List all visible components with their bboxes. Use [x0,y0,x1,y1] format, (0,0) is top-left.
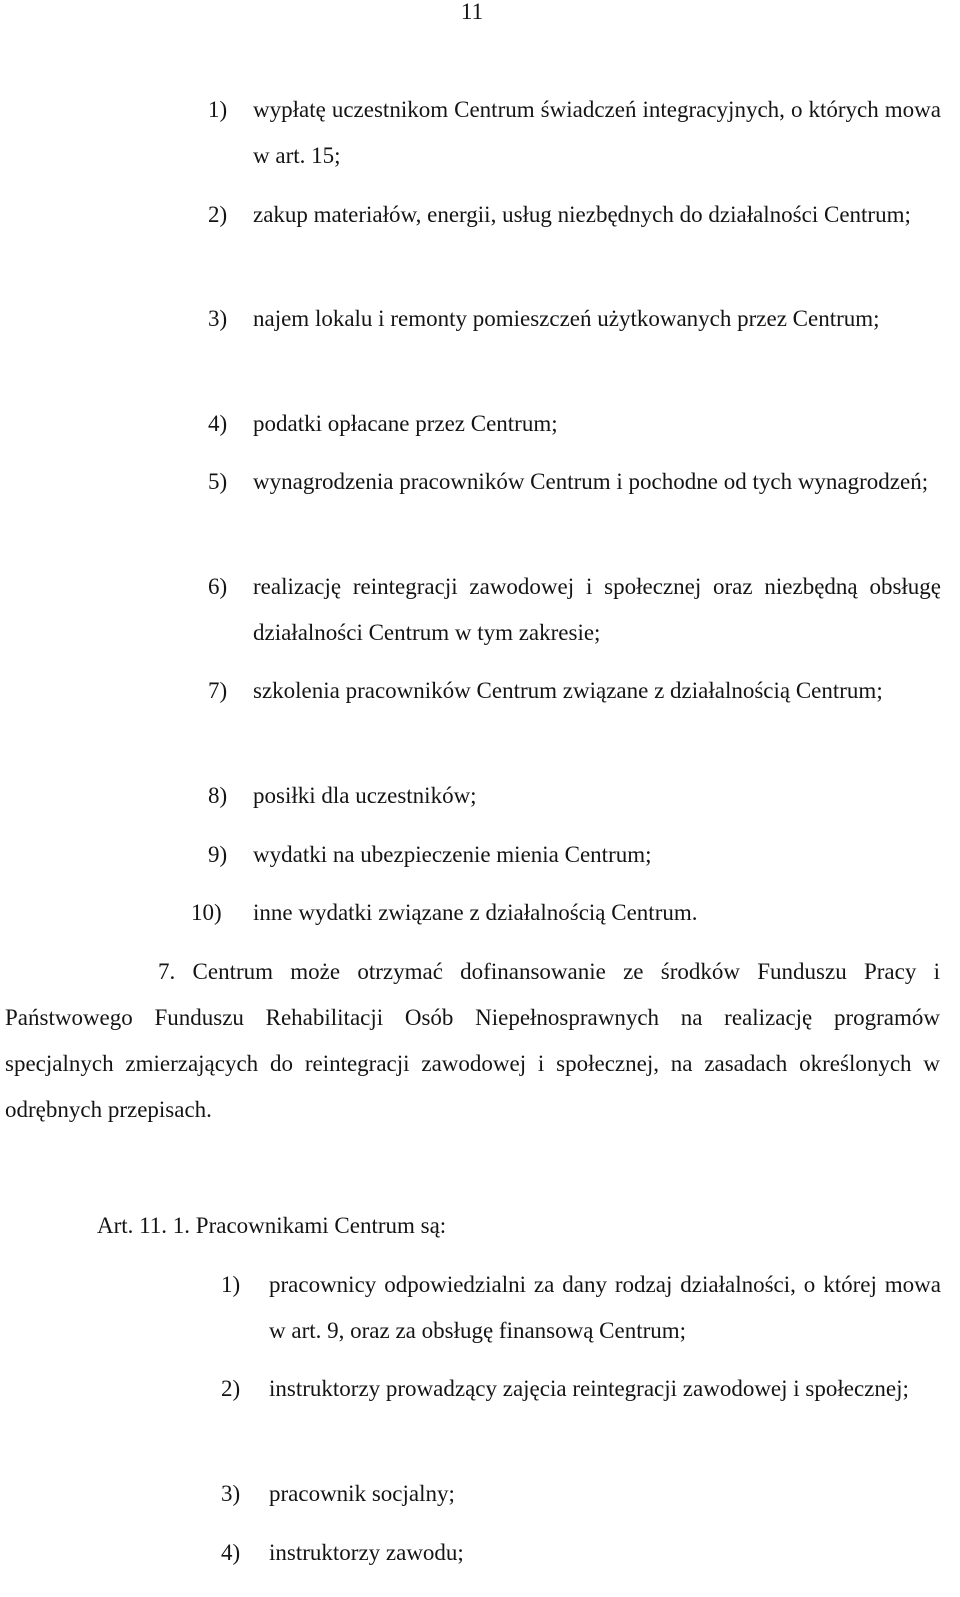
list-item [191,890,941,936]
list-item-text: zakup materiałów, energii, usług niezbędnych do działalności Centrum; [253,202,911,227]
list-item [208,401,941,447]
list-item-text: pracownicy odpowiedzialni za dany rodzaj działalności, o której mowa w art. 9, oraz za obsługę finansową Centrum; [269,1272,941,1343]
list-item [221,1471,941,1517]
article-heading: Art. 11. 1. Pracownikami Centrum są: [97,1213,447,1238]
paragraph [5,949,940,1133]
list-item-text: wydatki na ubezpieczenie mienia Centrum; [253,842,652,867]
list-item [208,459,941,505]
list-item [208,564,941,656]
list-item-text: szkolenia pracowników Centrum związane z działalnością Centrum; [253,678,883,703]
list-item-number: 4) [221,1540,241,1565]
list-item [208,87,941,179]
list-item [221,1262,941,1354]
list-item-number: 6) [208,574,228,599]
list-item-number: 9) [208,842,228,867]
list-item-text: instruktorzy zawodu; [269,1540,464,1565]
list-item [208,832,941,878]
list-item-text: posiłki dla uczestników; [253,783,477,808]
page-number: 11 [460,0,484,24]
list-item-text: wypłatę uczestnikom Centrum świadczeń integracyjnych, o których mowa w art. 15; [253,97,941,168]
list-item-number: 3) [221,1481,241,1506]
list-item [208,296,941,342]
list-item [221,1366,941,1412]
list-item-number: 2) [221,1376,241,1401]
list-item-number: 4) [208,411,228,436]
list-item [208,192,941,238]
list-item-text: instruktorzy prowadzący zajęcia reintegracji zawodowej i społecznej; [269,1376,909,1401]
list-item-number: 5) [208,469,228,494]
list-item-text: realizację reintegracji zawodowej i społecznej oraz niezbędną obsługę działalności Centrum w tym zakresie; [253,574,941,645]
list-item-text: wynagrodzenia pracowników Centrum i pochodne od tych wynagrodzeń; [253,469,929,494]
list-item-text: pracownik socjalny; [269,1481,455,1506]
paragraph-text: 7. Centrum może otrzymać dofinansowanie ze środków Funduszu Pracy i Państwowego Funduszu Rehabilitacji Osób Niepełnosprawnych na realizację programów specjalnych zmierzających do reintegracji zawodowej i społecznej, na zasadach określonych w odrębnych przepisach. [5,959,940,1122]
list-item-text: inne wydatki związane z działalnością Centrum. [253,900,698,925]
list-item-text: najem lokalu i remonty pomieszczeń użytkowanych przez Centrum; [253,306,880,331]
list-item [208,668,941,714]
list-item-number: 8) [208,783,228,808]
list-item [208,773,941,819]
list-item [221,1530,941,1576]
list-item-number: 1) [221,1272,241,1297]
list-item-number: 7) [208,678,228,703]
list-item-text: podatki opłacane przez Centrum; [253,411,558,436]
list-item-number: 3) [208,306,228,331]
list-item-number: 2) [208,202,228,227]
list-item-number: 1) [208,97,228,122]
list-item-number: 10) [191,900,222,925]
